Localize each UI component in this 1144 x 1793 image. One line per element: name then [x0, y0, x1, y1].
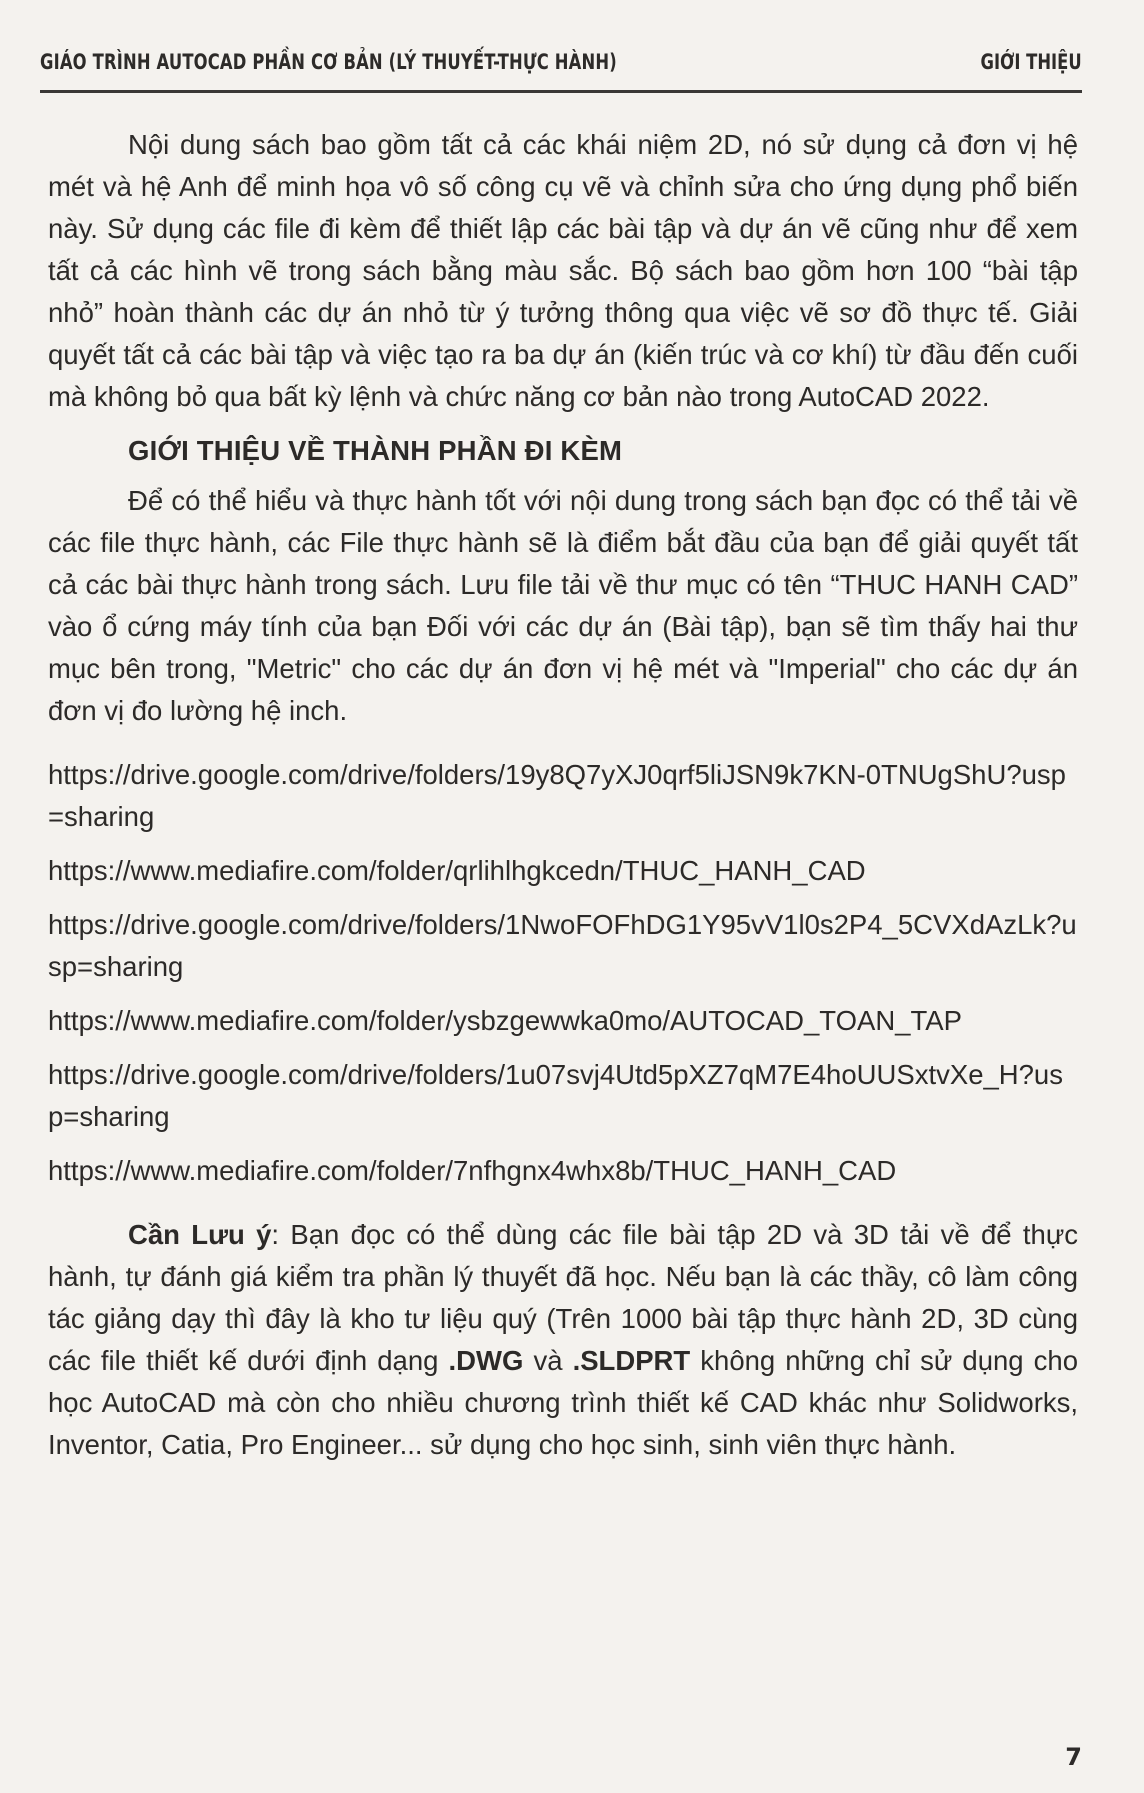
download-link[interactable]: https://www.mediafire.com/folder/qrlihlhgkcedn/THUC_HANH_CAD — [48, 855, 866, 886]
note-text: và — [523, 1345, 573, 1376]
running-header — [40, 50, 1082, 93]
download-link[interactable]: https://drive.google.com/drive/folders/1u07svj4Utd5pXZ7qM7E4hoUUSxtvXe_H?usp=sharing — [48, 1059, 1063, 1132]
download-link[interactable]: https://drive.google.com/drive/folders/1NwoFOFhDG1Y95vV1l0s2P4_5CVXdAzLk?usp=sharing — [48, 909, 1077, 982]
note-text: : Bạn đọc có thể dùng các file bài tập 2D và 3D tải về để thực hành, tự đánh giá kiểm tra phần lý thuyết đã học. Nếu bạn là các thầy, cô làm công tác giảng dạy thì đây là kho tư liệu quý (Trên 1000 bài tập thực hành 2D, 3D cùng các file thiết kế dưới định dạng — [48, 1219, 1078, 1376]
book-title-header: GIÁO TRÌNH AUTOCAD PHẦN CƠ BẢN (LÝ THUYẾT-THỰC HÀNH) — [40, 50, 617, 74]
page-number: 7 — [1065, 1743, 1082, 1771]
download-link[interactable]: https://www.mediafire.com/folder/ysbzgewwka0mo/AUTOCAD_TOAN_TAP — [48, 1005, 962, 1036]
format-sldprt: .SLDPRT — [572, 1345, 691, 1376]
download-links — [48, 754, 1078, 1192]
note-label: Cần Lưu ý — [128, 1219, 272, 1250]
intro-paragraph: Nội dung sách bao gồm tất cả các khái niệm 2D, nó sử dụng cả đơn vị hệ mét và hệ Anh để minh họa vô số công cụ vẽ và chỉnh sửa cho ứng dụng phổ biến này. Sử dụng các file đi kèm để thiết lập các bài tập và dự án vẽ cũng như để xem tất cả các hình vẽ trong sách bằng màu sắc. Bộ sách bao gồm hơn 100 “bài tập nhỏ” hoàn thành các dự án nhỏ từ ý tưởng thông qua việc vẽ sơ đồ thực tế. Giải quyết tất cả các bài tập và việc tạo ra ba dự án (kiến trúc và cơ khí) từ đầu đến cuối mà không bỏ qua bất kỳ lệnh và chức năng cơ bản nào trong AutoCAD 2022. — [48, 129, 1078, 412]
section-paragraph: Để có thể hiểu và thực hành tốt với nội dung trong sách bạn đọc có thể tải về các file thực hành, các File thực hành sẽ là điểm bắt đầu của bạn để giải quyết tất cả các bài thực hành trong sách. Lưu file tải về thư mục có tên “THUC HANH CAD” vào ổ cứng máy tính của bạn Đối với các dự án (Bài tập), bạn sẽ tìm thấy hai thư mục bên trong, "Metric" cho các dự án đơn vị hệ mét và "Imperial" cho các dự án đơn vị đo lường hệ inch. — [48, 485, 1078, 726]
format-dwg: .DWG — [448, 1345, 524, 1376]
page-content — [48, 124, 1078, 1466]
download-link[interactable]: https://drive.google.com/drive/folders/19y8Q7yXJ0qrf5liJSN9k7KN-0TNUgShU?usp=sharing — [48, 759, 1066, 832]
chapter-title-header: GIỚI THIỆU — [980, 50, 1082, 74]
note-text: không những chỉ sử dụng cho học AutoCAD mà còn cho nhiều chương trình thiết kế CAD khác như Solidworks, Inventor, Catia, Pro Engineer... sử dụng cho học sinh, sinh viên thực hành. — [48, 1345, 1079, 1460]
download-link[interactable]: https://www.mediafire.com/folder/7nfhgnx4whx8b/THUC_HANH_CAD — [48, 1155, 897, 1186]
section-heading: GIỚI THIỆU VỀ THÀNH PHẦN ĐI KÈM — [128, 435, 623, 466]
note-paragraph — [48, 1214, 1078, 1466]
